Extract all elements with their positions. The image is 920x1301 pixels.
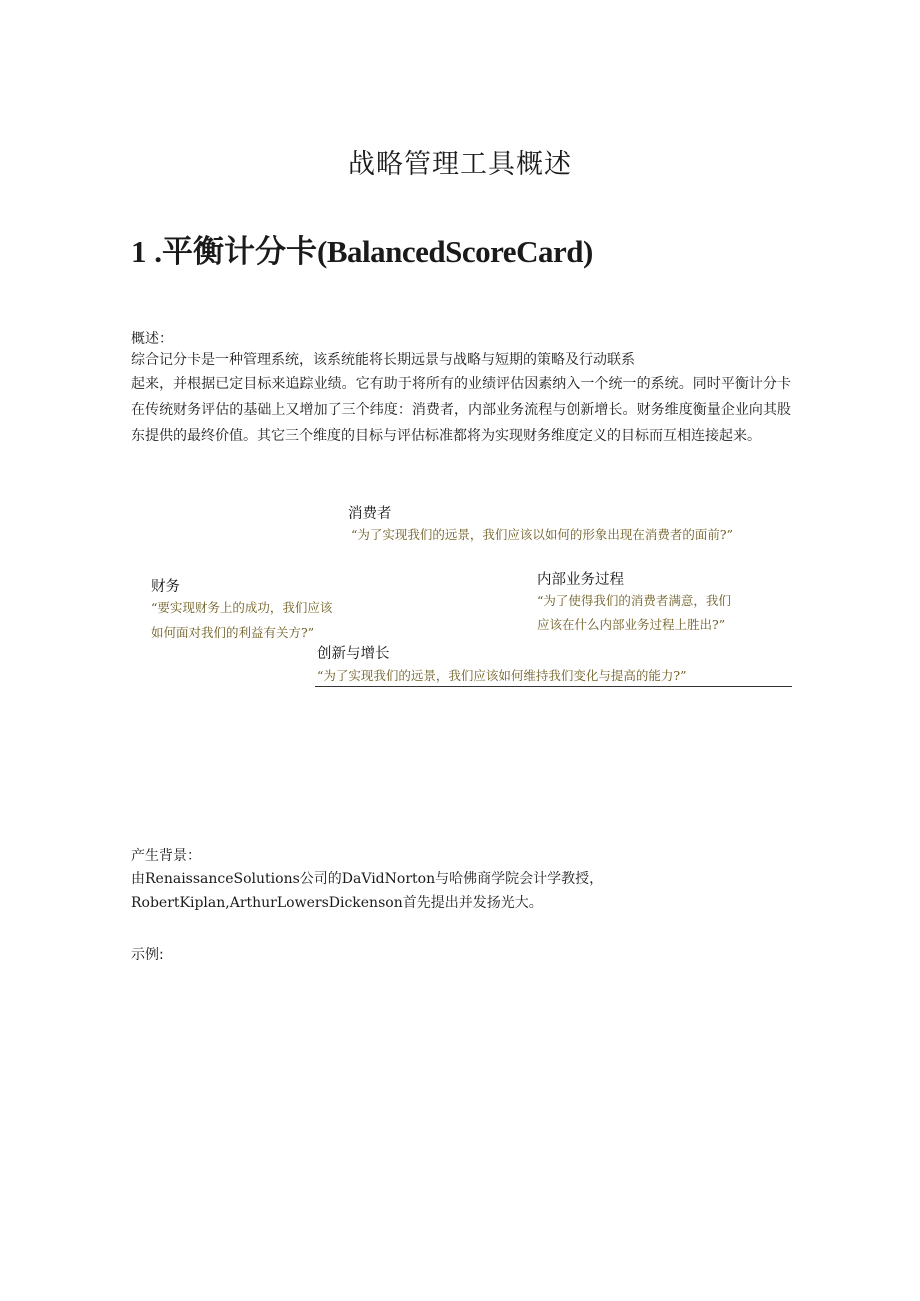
internal-process-quote-line1: “为了使得我们的消费者满意，我们 [537,593,731,608]
overview-label: 概述： [131,331,173,347]
consumer-quote: “为了实现我们的远景，我们应该以如何的形象出现在消费者的面前?” [351,527,733,542]
consumer-title: 消费者 [348,506,392,522]
innovation-title: 创新与增长 [317,646,390,662]
example-label: 示例: [131,947,164,963]
finance-quote-line1: “要实现财务上的成功，我们应该 [151,600,333,615]
overview-first-line: 综合记分卡是一种管理系统，该系统能将长期远景与战略与短期的策略及行动联系 [131,352,635,368]
internal-process-title: 内部业务过程 [537,572,624,588]
innovation-quote: “为了实现我们的远景，我们应该如何维持我们变化与提高的能力?” [317,668,687,683]
section-heading [131,226,593,271]
section-title-en: (BalancedScoreCard) [317,234,593,269]
background-label: 产生背景： [131,848,201,864]
innovation-underline [315,686,792,687]
overview-paragraph: 起来，并根据已定目标来追踪业绩。它有助于将所有的业绩评估因素纳入一个统一的系统。同时平衡计分卡在传统财务评估的基础上又增加了三个纬度：消费者，内部业务流程与创新增长。财务维度衡量企业向其股东提供的最终价值。其它三个维度的目标与评估标准都将为实现财务维度定义的目标而互相连接起来。 [131,376,791,444]
finance-quote-line2: 如何面对我们的利益有关方?” [151,625,315,640]
finance-title: 财务 [151,579,180,595]
page-title: 战略管理工具概述 [348,149,572,180]
background-line2: RobertKiplan,ArthurLowersDickenson首先提出并发扬光大。 [131,895,543,911]
section-title-cn: 平衡计分卡 [162,234,317,270]
section-number: 1 . [131,234,162,269]
background-line1: 由RenaissanceSolutions公司的DaVidNorton与哈佛商学院会计学教授， [131,871,604,887]
internal-process-quote-line2: 应该在什么内部业务过程上胜出?” [537,617,726,632]
